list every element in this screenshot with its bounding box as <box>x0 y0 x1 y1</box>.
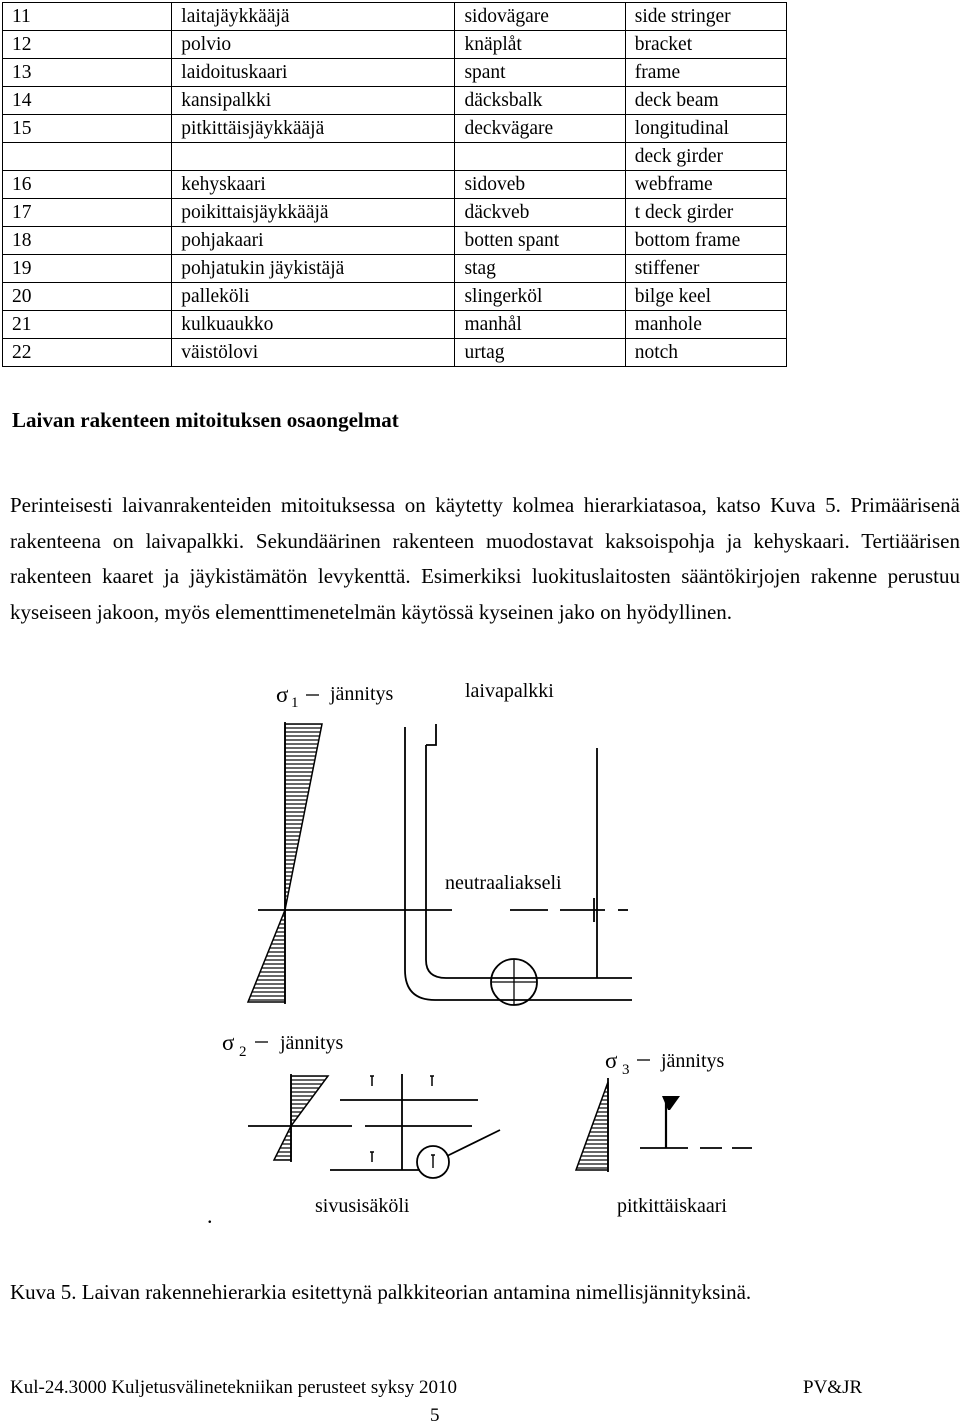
terms-table-body <box>3 3 787 367</box>
table-cell: 17 <box>3 199 172 227</box>
table-cell: deckvägare <box>455 115 625 143</box>
table-cell: laitajäykkääjä <box>172 3 455 31</box>
table-cell: kansipalkki <box>172 87 455 115</box>
sigma3-index: 3 <box>622 1062 630 1078</box>
table-cell: pohjakaari <box>172 227 455 255</box>
sigma1-symbol: σ <box>276 682 289 707</box>
footer-course: Kul-24.3000 Kuljetusvälinetekniikan perusteet syksy 2010 <box>10 1377 457 1398</box>
sigma1-upper-triangle <box>285 724 322 910</box>
table-cell: deck beam <box>625 87 786 115</box>
table-cell: frame <box>625 59 786 87</box>
sigma2-text: jännitys <box>280 1032 344 1054</box>
table-cell: väistölovi <box>172 339 455 367</box>
deck-stringer <box>426 724 436 745</box>
table-cell: manhole <box>625 311 786 339</box>
sigma3-text: jännitys <box>661 1050 725 1072</box>
label-laivapalkki: laivapalkki <box>465 680 554 702</box>
sigma1-text: jännitys <box>330 683 394 705</box>
figure-caption: Kuva 5. Laivan rakennehierarkia esitettynä palkkiteorian antamina nimellisjännityksinä. <box>10 1280 752 1304</box>
table-cell: 15 <box>3 115 172 143</box>
table-cell: 13 <box>3 59 172 87</box>
tick-left-top <box>370 1076 374 1086</box>
table-cell: 14 <box>3 87 172 115</box>
table-row <box>3 199 787 227</box>
table-cell: manhål <box>455 311 625 339</box>
table-cell: pohjatukin jäykistäjä <box>172 255 455 283</box>
table-row <box>3 339 787 367</box>
table-cell: kehyskaari <box>172 171 455 199</box>
table-cell: palleköli <box>172 283 455 311</box>
table-cell: 21 <box>3 311 172 339</box>
table-cell: knäplåt <box>455 31 625 59</box>
table-cell: däckveb <box>455 199 625 227</box>
table-cell <box>172 143 455 171</box>
body-paragraph: Perinteisesti laivanrakenteiden mitoituksessa on käytetty kolmea hierarkiatasoa, katso Kuva 5. Primäärisenä rakenteena on laivapalkki. Sekundäärinen rakenteen muodostavat kaksoispohja ja kehyskaari. Tertiäärisen rakenteen kaaret ja jäykistämätön levykenttä. Esimerkiksi luokituslaitosten sääntökirjojen rakenne perustuu kyseiseen jakoon, myös elementtimenetelmän käytössä kyseinen jako on hyödyllinen. <box>10 493 960 624</box>
sigma1-index: 1 <box>291 695 299 711</box>
table-cell: bilge keel <box>625 283 786 311</box>
sigma2-symbol: σ <box>222 1030 235 1055</box>
table-cell <box>3 143 172 171</box>
table-row <box>3 87 787 115</box>
label-pitkittaiskaari: pitkittäiskaari <box>617 1195 727 1217</box>
table-row <box>3 143 787 171</box>
table-cell: urtag <box>455 339 625 367</box>
table-cell: sidovägare <box>455 3 625 31</box>
table-cell: 18 <box>3 227 172 255</box>
table-cell: 20 <box>3 283 172 311</box>
table-cell: botten spant <box>455 227 625 255</box>
table-cell: poikittaisjäykkääjä <box>172 199 455 227</box>
table-cell: 16 <box>3 171 172 199</box>
table-cell: stiffener <box>625 255 786 283</box>
bilge-keel-line <box>447 1130 500 1156</box>
section-heading: Laivan rakenteen mitoituksen osaongelmat <box>12 408 399 432</box>
page-number: 5 <box>430 1405 440 1426</box>
terms-table <box>2 2 787 367</box>
table-cell: slingerköl <box>455 283 625 311</box>
table-row <box>3 115 787 143</box>
table-cell: pitkittäisjäykkääjä <box>172 115 455 143</box>
tick-right-top <box>430 1076 434 1086</box>
sigma2-upper-triangle <box>291 1076 328 1126</box>
table-row <box>3 255 787 283</box>
structure-hierarchy-figure <box>0 670 960 1270</box>
longitudinal-flange <box>662 1096 680 1110</box>
table-row <box>3 171 787 199</box>
table-cell: sidoveb <box>455 171 625 199</box>
table-cell: webframe <box>625 171 786 199</box>
sigma3-triangle <box>576 1082 608 1170</box>
label-sivusisakoli: sivusisäköli <box>315 1195 410 1217</box>
table-cell: deck girder <box>625 143 786 171</box>
hull-inner-shell <box>426 745 632 978</box>
table-row <box>3 283 787 311</box>
table-cell: 11 <box>3 3 172 31</box>
table-cell: stag <box>455 255 625 283</box>
table-row <box>3 227 787 255</box>
table-row <box>3 31 787 59</box>
table-cell: bottom frame <box>625 227 786 255</box>
table-cell: bracket <box>625 31 786 59</box>
table-cell: longitudinal <box>625 115 786 143</box>
sigma3-symbol: σ <box>605 1048 618 1073</box>
stray-dot: . <box>207 1203 213 1228</box>
sigma1-lower-triangle <box>248 910 285 1002</box>
table-cell: kulkuaukko <box>172 311 455 339</box>
table-cell: side stringer <box>625 3 786 31</box>
table-row <box>3 311 787 339</box>
tick-left-bottom <box>370 1152 374 1162</box>
label-neutral-axis: neutraaliakseli <box>445 872 562 894</box>
table-row <box>3 59 787 87</box>
footer-authors: PV&JR <box>803 1377 863 1398</box>
table-cell: t deck girder <box>625 199 786 227</box>
table-cell <box>455 143 625 171</box>
table-cell: däcksbalk <box>455 87 625 115</box>
table-cell: 19 <box>3 255 172 283</box>
table-cell: notch <box>625 339 786 367</box>
table-cell: laidoituskaari <box>172 59 455 87</box>
table-cell: 22 <box>3 339 172 367</box>
table-cell: 12 <box>3 31 172 59</box>
bilge-keel-mark <box>431 1155 435 1168</box>
sigma2-index: 2 <box>239 1044 247 1060</box>
sigma2-lower-triangle <box>274 1126 291 1160</box>
table-cell: polvio <box>172 31 455 59</box>
table-row <box>3 3 787 31</box>
table-cell: spant <box>455 59 625 87</box>
